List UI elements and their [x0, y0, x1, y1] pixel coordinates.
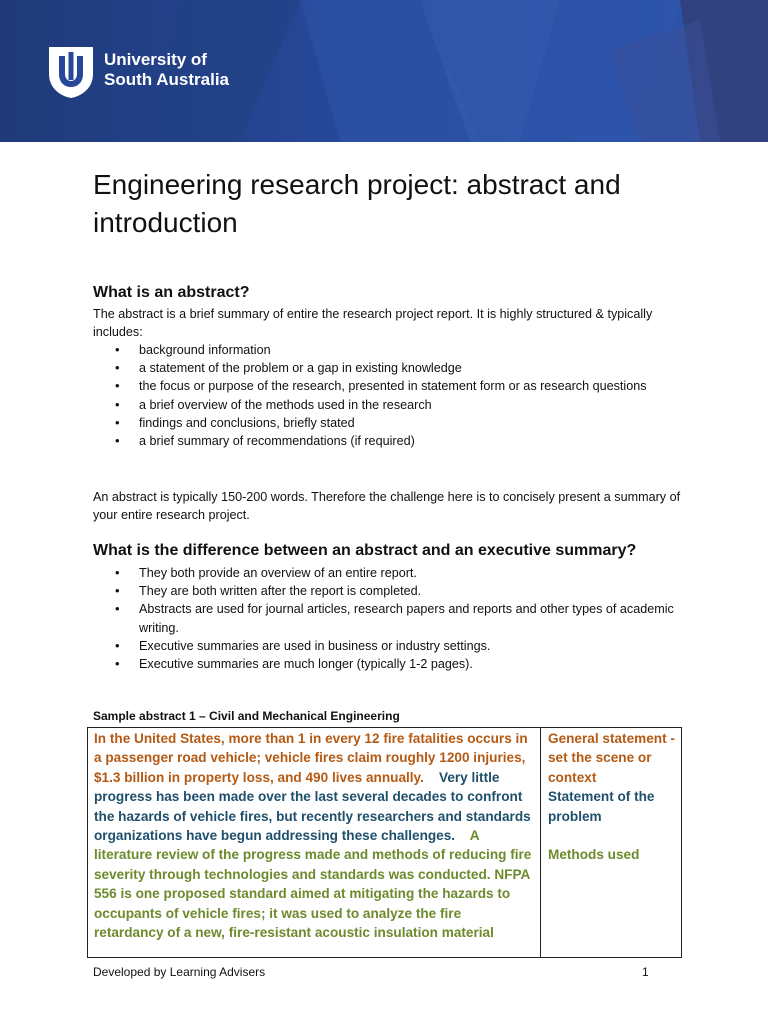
- label-problem-statement: Statement of the problem: [548, 789, 655, 824]
- university-name-line1: University of: [104, 50, 207, 69]
- abstract-length-paragraph: An abstract is typically 150-200 words. Therefore the challenge here is to concisely present a summary of your entire research project.: [93, 490, 681, 523]
- abstract-general-statement: In the United States, more than 1 in every 12 fire fatalities occurs in a passenger road vehicle; vehicle fires claim roughly 1200 injuries, $1.3 billion in property loss, and 490 lives annually.: [94, 731, 528, 785]
- sample-abstract-labels-cell: [542, 728, 681, 957]
- label-methods-used: Methods used: [548, 847, 640, 863]
- list-item: • They are both written after the report is completed.: [93, 582, 683, 600]
- sample-abstract-text-cell: [88, 728, 541, 957]
- section-heading-difference: What is the difference between an abstract and an executive summary?: [93, 542, 637, 559]
- list-item: • Executive summaries are much longer (typically 1-2 pages).: [93, 655, 683, 673]
- difference-list: [93, 564, 683, 673]
- list-item: • They both provide an overview of an entire report.: [93, 564, 683, 582]
- page-number: 1: [642, 965, 649, 979]
- list-item: • a statement of the problem or a gap in existing knowledge: [93, 359, 683, 377]
- document-title: Engineering research project: abstract and introduction: [93, 169, 621, 238]
- footer-credit: Developed by Learning Advisers: [93, 965, 266, 979]
- abstract-intro-paragraph: The abstract is a brief summary of entire the research project report. It is highly structured & typically includes:: [93, 307, 653, 340]
- list-item: • a brief overview of the methods used in the research: [93, 396, 683, 414]
- list-item: • findings and conclusions, briefly stated: [93, 414, 683, 432]
- university-name: [104, 50, 229, 90]
- section-heading-abstract: What is an abstract?: [93, 284, 250, 301]
- list-item: • Executive summaries are used in business or industry settings.: [93, 637, 683, 655]
- list-item: • background information: [93, 341, 683, 359]
- sample-abstract-table: [87, 727, 682, 958]
- abstract-problem-statement: Very little progress has been made over the last several decades to confront the hazards of vehicle fires, but recently researchers and standards organizations have begun addressing these challenges.: [94, 769, 531, 844]
- university-name-line2: South Australia: [104, 70, 229, 89]
- list-item: • the focus or purpose of the research, presented in statement form or as research questions: [93, 377, 683, 395]
- abstract-methods-statement: A literature review of the progress made and methods of reducing fire severity through technologies and standards was conducted. NFPA 556 is one proposed standard aimed at mitigating the hazards to occupants of vehicle fires; it was used to analyze the fire retardancy of a new, fire-resistant acoustic insulation material: [94, 828, 532, 941]
- list-item: • a brief summary of recommendations (if required): [93, 432, 683, 450]
- university-logo-icon: [46, 44, 96, 100]
- abstract-contents-list: [93, 341, 683, 450]
- sample-abstract-caption: Sample abstract 1 – Civil and Mechanical Engineering: [93, 709, 400, 723]
- label-general-statement: General statement - set the scene or context: [548, 731, 675, 785]
- list-item: • Abstracts are used for journal articles, research papers and reports and other types of academic writing.: [93, 600, 683, 636]
- header-banner: [0, 0, 768, 142]
